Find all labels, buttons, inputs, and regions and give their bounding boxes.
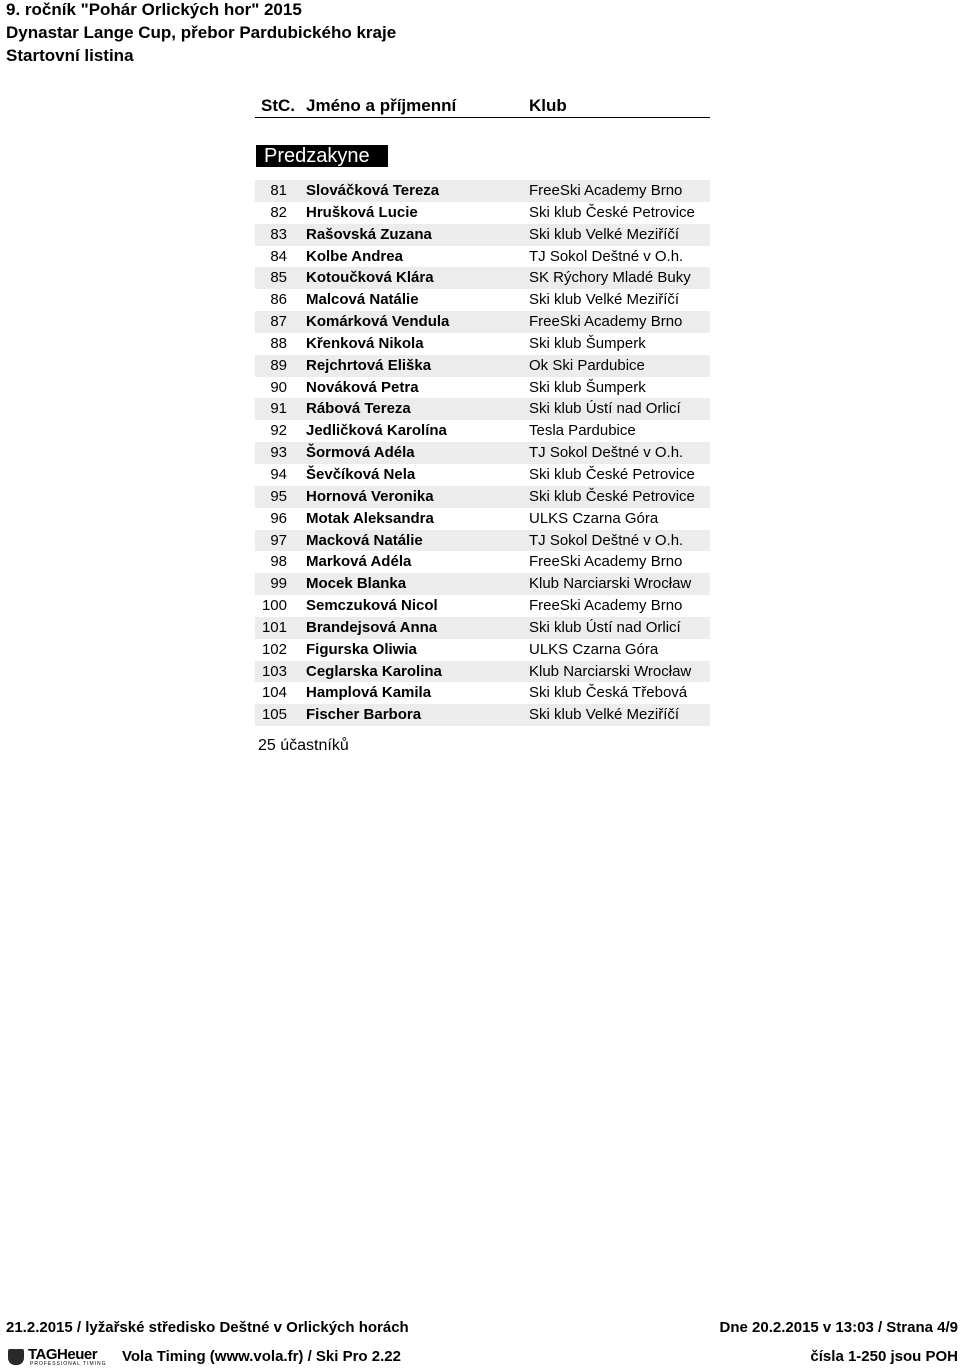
club-name: Ski klub České Petrovice [529,487,695,505]
table-row [255,420,710,442]
start-number: 88 [270,334,287,352]
club-name: FreeSki Academy Brno [529,553,683,571]
start-number: 90 [270,378,287,396]
club-name: Ski klub Velké Meziříčí [529,706,680,724]
club-name: TJ Sokol Deštné v O.h. [529,531,684,549]
club-name: FreeSki Academy Brno [529,597,683,615]
table-row [255,246,710,268]
event-subtitle: Dynastar Lange Cup, přebor Pardubického kraje [6,23,397,42]
club-name: Ski klub Velké Meziříčí [529,225,680,243]
competitor-name: Brandejsová Anna [306,618,438,636]
start-number: 94 [270,465,287,483]
footer-page-info: Dne 20.2.2015 v 13:03 / Strana 4/9 [719,1319,958,1336]
table-row [255,464,710,486]
competitor-name: Mocek Blanka [306,575,407,593]
competitor-name: Nováková Petra [306,378,419,396]
competitor-name: Macková Natálie [306,531,423,549]
competitor-name: Marková Adéla [306,553,412,571]
start-number: 101 [261,618,287,636]
club-name: Ski klub České Petrovice [529,203,695,221]
start-number: 104 [261,684,287,702]
start-number: 85 [270,269,287,287]
table-row [255,617,710,639]
club-name: Klub Narciarski Wrocław [529,575,692,593]
competitor-name: Komárková Vendula [306,313,450,331]
club-name: ULKS Czarna Góra [529,640,659,658]
start-number: 93 [270,444,287,462]
logo-subtitle: PROFESSIONAL TIMING [30,1361,107,1367]
table-row [255,289,710,311]
competitor-name: Kotoučková Klára [306,269,434,287]
table-row [255,267,710,289]
table-row [255,508,710,530]
table-row [255,224,710,246]
table-row [255,639,710,661]
club-name: SK Rýchory Mladé Buky [529,269,691,287]
start-number: 91 [270,400,287,418]
table-row [255,180,710,202]
table-row [255,202,710,224]
start-number: 87 [270,313,287,331]
competitor-name: Rašovská Zuzana [306,225,432,243]
start-number: 84 [270,247,287,265]
competitor-name: Hrušková Lucie [306,203,418,221]
competitor-name: Ševčíková Nela [306,465,416,483]
start-number: 100 [261,597,287,615]
table-row [255,486,710,508]
competitor-name: Fischer Barbora [306,706,422,724]
table-row [255,311,710,333]
table-row [255,530,710,552]
club-name: TJ Sokol Deštné v O.h. [529,247,684,265]
club-name: Klub Narciarski Wrocław [529,662,692,680]
competitor-name: Hamplová Kamila [306,684,432,702]
competitor-name: Kolbe Andrea [306,247,403,265]
competitor-name: Rejchrtová Eliška [306,356,432,374]
competitor-name: Šormová Adéla [306,444,415,462]
table-row [255,573,710,595]
start-number: 89 [270,356,287,374]
start-number: 95 [270,487,287,505]
footer-timing: Vola Timing (www.vola.fr) / Ski Pro 2.22 [122,1348,401,1365]
club-name: Tesla Pardubice [529,422,636,440]
start-number: 99 [270,575,287,593]
club-name: Ski klub Ústí nad Orlicí [529,618,681,636]
participant-count: 25 účastníků [258,737,349,754]
club-name: FreeSki Academy Brno [529,182,683,199]
footer-date-location: 21.2.2015 / lyžařské středisko Deštné v Orlických horách [6,1319,409,1336]
competitor-name: Slováčková Tereza [306,182,440,199]
column-club: Klub [529,96,567,115]
competitor-name: Motak Aleksandra [306,509,434,527]
club-name: Ski klub Šumperk [529,334,646,352]
club-name: Ski klub Ústí nad Orlicí [529,400,681,418]
table-row [255,704,710,726]
start-number: 83 [270,225,287,243]
logo-brand: TAGHeuer [28,1346,98,1363]
table-row [255,661,710,683]
competitor-name: Jedličková Karolína [306,422,447,440]
start-number: 105 [261,706,287,724]
club-name: TJ Sokol Deštné v O.h. [529,444,684,462]
start-number: 81 [270,182,287,199]
competitor-name: Malcová Natálie [306,291,419,309]
table-row [255,682,710,704]
club-name: ULKS Czarna Góra [529,509,659,527]
competitor-name: Figurska Oliwia [306,640,417,658]
club-name: Ski klub Velké Meziříčí [529,291,680,309]
start-number: 82 [270,203,287,221]
start-number: 96 [270,509,287,527]
competitor-name: Hornová Veronika [306,487,434,505]
document-type: Startovní listina [6,46,134,65]
footer-range: čísla 1-250 jsou POH [810,1348,958,1365]
shield-icon [8,1349,24,1365]
club-name: FreeSki Academy Brno [529,313,683,331]
competitor-name: Semczuková Nicol [306,597,438,615]
category-label: Predzakyne [256,145,388,167]
table-row [255,595,710,617]
start-number: 97 [270,531,287,549]
event-title: 9. ročník "Pohár Orlických hor" 2015 [6,0,302,19]
club-name: Ski klub České Petrovice [529,465,695,483]
column-stc: StC. [261,96,295,115]
column-header [255,95,710,118]
start-number: 102 [261,640,287,658]
competitor-name: Křenková Nikola [306,334,424,352]
table-row [255,551,710,573]
table-row [255,355,710,377]
table-row [255,333,710,355]
start-number: 98 [270,553,287,571]
start-number: 86 [270,291,287,309]
competitor-name: Rábová Tereza [306,400,411,418]
table-row [255,442,710,464]
table-row [255,377,710,399]
start-number: 92 [270,422,287,440]
start-number: 103 [261,662,287,680]
start-list [255,180,710,726]
competitor-name: Ceglarska Karolina [306,662,442,680]
tagheuer-logo [8,1347,112,1367]
club-name: Ski klub Šumperk [529,378,646,396]
club-name: Ok Ski Pardubice [529,356,645,374]
column-name: Jméno a příjmenní [306,96,457,115]
table-row [255,398,710,420]
club-name: Ski klub Česká Třebová [529,684,688,702]
